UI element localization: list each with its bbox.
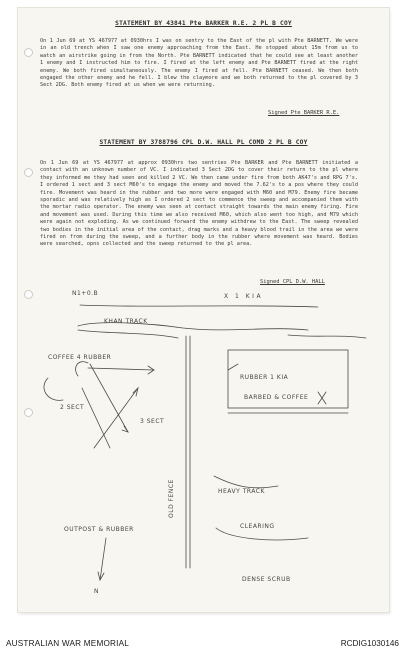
sketch-label-outpost: OUTPOST & RUBBER xyxy=(64,526,134,533)
sketch-label-dense-scrub: DENSE SCRUB xyxy=(242,576,291,583)
sketch-map xyxy=(18,8,389,612)
arrowhead xyxy=(122,426,128,432)
arrow-line xyxy=(94,388,138,448)
statement-2-title: STATEMENT BY 3788796 CPL D.W. HALL PL COMD 2 PL B COY xyxy=(99,139,308,146)
sketch-label-track: KHAN TRACK xyxy=(104,318,148,325)
sketch-label-heavy-track: HEAVY TRACK xyxy=(218,488,265,495)
sketch-label-clearing: CLEARING xyxy=(240,523,275,530)
statement-2-body: On 1 Jun 69 at YS 467977 at approx 0930hrs two sentries Pte BARKER and Pte BARNETT initiated a contact with an unknown number of VC. I indicated 3 Sect 2DG to cover their return to the pl where they informed me they had seen and killed 2 VC. We then came under fire from both AK47's and RPG 7's. I ordered 1 sect and 3 sect M60's to engage the enemy and moved the 7.62's to a pos where they could fire. Movement was heard in the rubber and two more were engaged with M60 and M79. Enemy fire became sporadic and was relatively high as I ordered 2 sect to commence the sweep and accompanied them with the mortar radio operator. The enemy was seen at contact straight towards the main enemy firing. Fire and movement was used. During this time we also received M60, which also went too high, and M79 which were again not exploding. As we continued forward the enemy withdrew to the East. The sweep revealed two bodies in the initial area of the contact, drag marks and a heavy blood trail in the area we were fired on from during the sweep, and a further body in the rubber where movement was heard. Bodies were searched, opns collected and the sweep returned to the pl area. xyxy=(40,160,358,248)
sketch-label-old-fence: OLD FENCE xyxy=(168,479,175,518)
pen-stroke xyxy=(228,364,238,370)
statement-1-body: On 1 Jun 69 at YS 467977 at 0930hrs I was on sentry to the East of the pl with Pte BARNETT. We were in an old trench when I saw one enemy approaching from the East. He stopped about 15m from us to watch an airstrike going in from the North. Pte BARNETT indicated that he could see at least another 1 enemy and I instructed him to fire. I fired at the left enemy and Pte BARNETT fired at the right enemy. We both fired simultaneously. The enemy I fired at fell. Pte BARNETT ceased. We then both engaged the other enemy and he fell. I blew the claymore and we both returned to the pl covered by 3 Sect 2DG. Both enemy fired at us when we were returning. xyxy=(40,38,358,89)
heavy-track-line xyxy=(214,476,278,488)
track-line xyxy=(288,335,366,338)
sketch-label-rubber: RUBBER 1 KIA xyxy=(240,374,289,381)
arrow-line xyxy=(88,368,154,370)
arrow-line xyxy=(90,364,128,432)
north-label: N xyxy=(94,588,99,595)
archive-id: RCDIG1030146 xyxy=(340,639,399,648)
track-line xyxy=(78,330,178,338)
statement-1-signature: Signed Pte BARKER R.E. xyxy=(268,110,340,116)
sketch-label-2sect: 2 SECT xyxy=(60,404,85,411)
sketch-label-coffee: COFFEE 4 RUBBER xyxy=(48,354,112,361)
boundary-line xyxy=(80,305,318,307)
pen-curve xyxy=(76,362,88,376)
north-arrow-line xyxy=(100,538,106,580)
sketch-label-kia-top: X 1 KIA xyxy=(224,293,264,300)
statement-1-title: STATEMENT BY 43841 Pte BARKER R.E. 2 PL B COY xyxy=(115,20,292,27)
kia-mark xyxy=(318,392,326,404)
coffee-boundary xyxy=(44,378,63,400)
archive-credit: AUSTRALIAN WAR MEMORIAL xyxy=(6,639,130,648)
document-page xyxy=(18,8,389,612)
sketch-label-3sect: 3 SECT xyxy=(140,418,165,425)
statement-2-signature: Signed CPL D.W. HALL xyxy=(260,279,325,285)
arrow-line xyxy=(82,388,110,448)
sketch-label-n1: N1+0.B xyxy=(72,290,99,297)
sketch-label-barbed: BARBED & COFFEE xyxy=(244,394,309,401)
